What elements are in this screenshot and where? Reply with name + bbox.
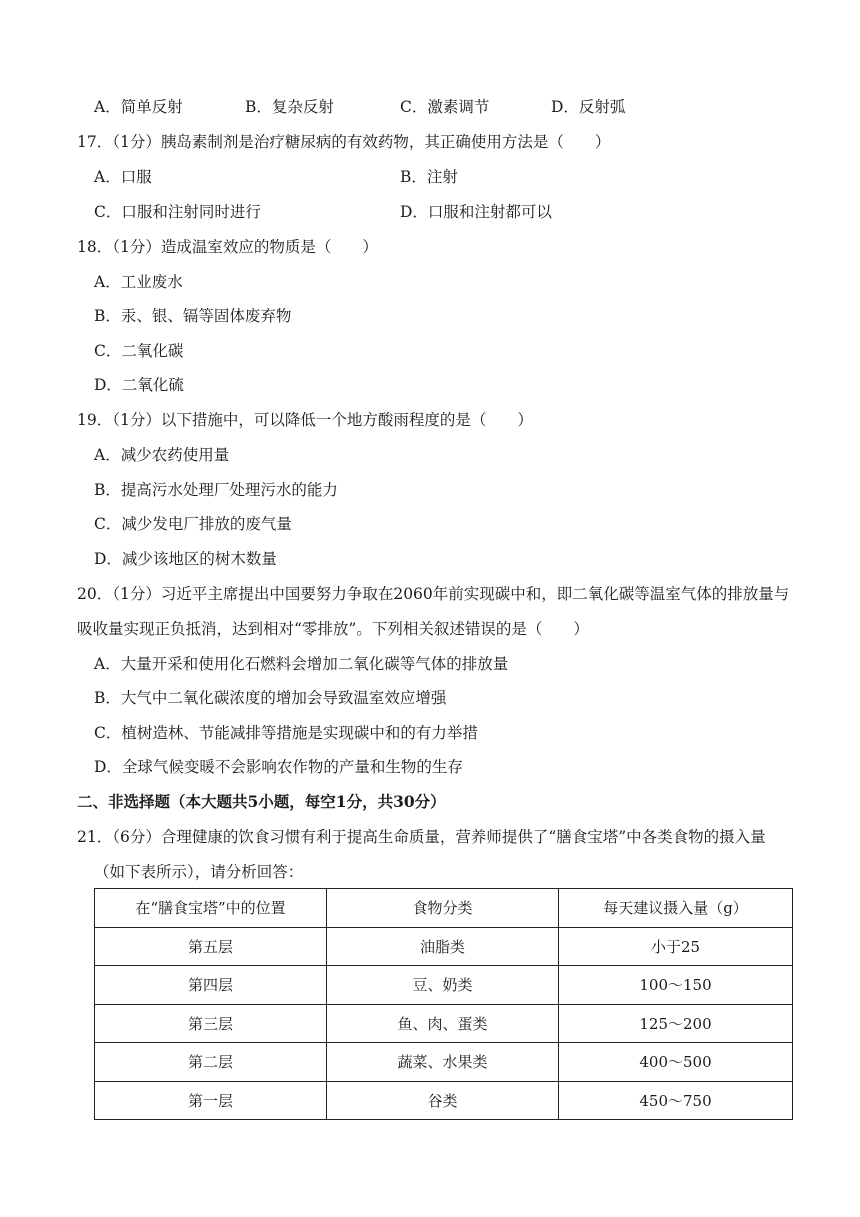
q20-stem-line1: 20．（1分）习近平主席提出中国要努力争取在2060年前实现碳中和，即二氧化碳等温室气体的排放量与 [77,585,790,603]
q18-option-a: A．工业废水 [94,273,183,291]
table-cell: 400～500 [559,1043,793,1082]
q20-option-c: C．植树造林、节能减排等措施是实现碳中和的有力举措 [94,724,478,742]
q20-option-b: B．大气中二氧化碳浓度的增加会导致温室效应增强 [94,689,447,707]
q17-stem: 17．（1分）胰岛素制剂是治疗糖尿病的有效药物，其正确使用方法是（ ） [77,133,611,151]
q19-stem: 19．（1分）以下措施中，可以降低一个地方酸雨程度的是（ ） [77,411,533,429]
q19-option-c: C．减少发电厂排放的废气量 [94,515,292,533]
table-cell: 小于25 [559,927,793,966]
q16-option-a: A．简单反射 [94,98,183,116]
header-daily-intake: 每天建议摄入量（g） [559,889,793,928]
table-cell: 第五层 [95,927,327,966]
q20-stem-line2: 吸收量实现正负抵消，达到相对“零排放”。下列相关叙述错误的是（ ） [77,620,589,638]
table-row [95,1004,793,1043]
q20-option-a: A．大量开采和使用化石燃料会增加二氧化碳等气体的排放量 [94,655,509,673]
q17-option-d: D．口服和注射都可以 [400,203,552,221]
q20-option-d: D．全球气候变暖不会影响农作物的产量和生物的生存 [94,758,463,776]
q18-option-d: D．二氧化硫 [94,376,184,394]
header-position: 在“膳食宝塔”中的位置 [95,889,327,928]
table-row [95,1043,793,1082]
table-header-row [95,889,793,928]
table-cell: 第三层 [95,1004,327,1043]
table-cell: 125～200 [559,1004,793,1043]
table-cell: 第二层 [95,1043,327,1082]
q18-option-c: C．二氧化碳 [94,342,184,360]
table-cell: 蔬菜、水果类 [327,1043,559,1082]
q19-option-d: D．减少该地区的树木数量 [94,550,277,568]
q19-option-b: B．提高污水处理厂处理污水的能力 [94,481,338,499]
q19-option-a: A．减少农药使用量 [94,446,230,464]
q21-stem-line2: （如下表所示），请分析回答： [94,863,304,881]
table-cell: 100～150 [559,966,793,1005]
q18-option-b: B．汞、银、镉等固体废弃物 [94,307,292,325]
section-heading: 二、非选择题（本大题共5小题，每空1分，共30分） [77,792,446,811]
q16-option-d: D．反射弧 [551,98,626,116]
header-food-category: 食物分类 [327,889,559,928]
table-row [95,927,793,966]
table-cell: 第四层 [95,966,327,1005]
q21-stem-line1: 21．（6分）合理健康的饮食习惯有利于提高生命质量，营养师提供了“膳食宝塔”中各类食物的摄入量 [77,828,766,846]
q16-option-b: B．复杂反射 [245,98,334,116]
table-cell: 豆、奶类 [327,966,559,1005]
q17-option-a: A．口服 [94,168,152,186]
q18-stem: 18．（1分）造成温室效应的物质是（ ） [77,238,378,256]
table-row [95,1081,793,1120]
q16-option-c: C．激素调节 [400,98,490,116]
table-cell: 第一层 [95,1081,327,1120]
q17-option-b: B．注射 [400,168,458,186]
table-cell: 谷类 [327,1081,559,1120]
food-pyramid-table [94,888,793,1120]
q17-option-c: C．口服和注射同时进行 [94,203,261,221]
table-cell: 鱼、肉、蛋类 [327,1004,559,1043]
table-row [95,966,793,1005]
table-cell: 油脂类 [327,927,559,966]
table-cell: 450～750 [559,1081,793,1120]
